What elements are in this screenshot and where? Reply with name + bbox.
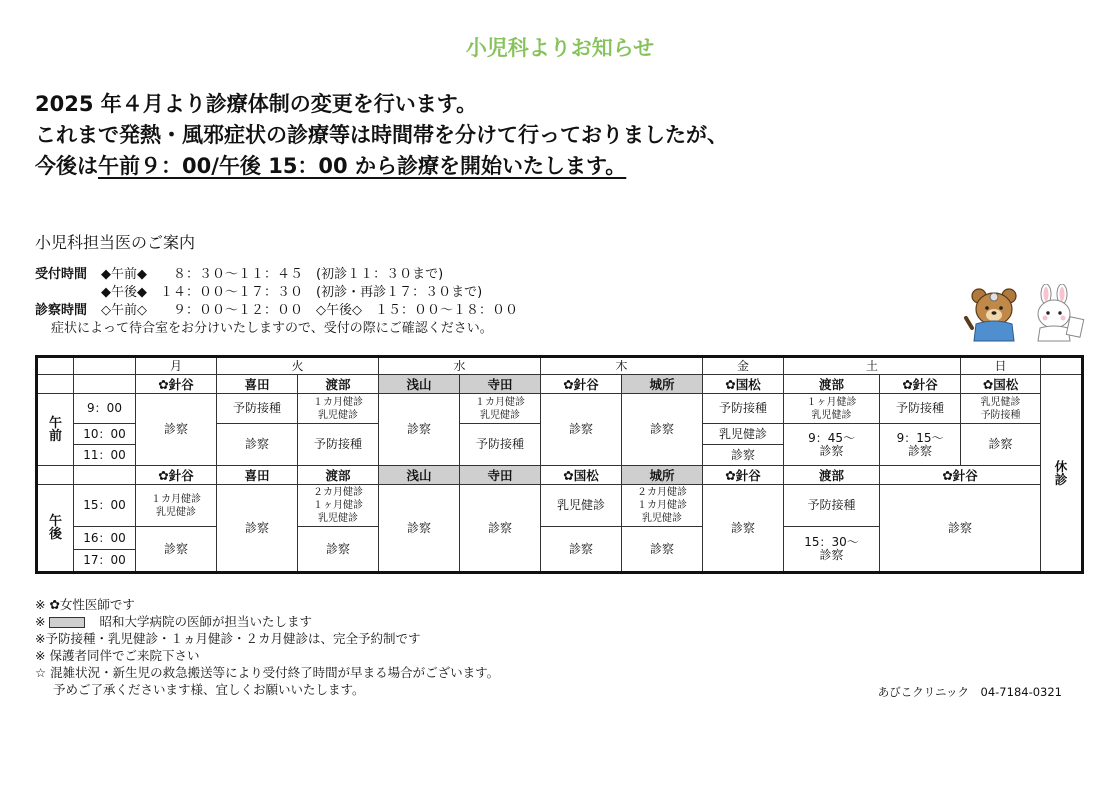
schedule-cell: 診察 [703, 485, 784, 573]
schedule-cell: 乳児健診 [541, 485, 622, 527]
consult-hours: ◇午前◇ ９：００～１２：００ ◇午後◇ １５：００～１８：００ [101, 303, 518, 318]
hours-block [35, 266, 518, 338]
day-sun: 日 [961, 357, 1041, 375]
day-fri: 金 [703, 357, 784, 375]
schedule-cell: 診察 [379, 394, 460, 466]
doctor-cell: ✿針谷 [136, 375, 217, 394]
doctor-cell: ✿国松 [703, 375, 784, 394]
footnote-3: ※予防接種・乳児健診・１ヵ月健診・２カ月健診は、完全予約制です [35, 631, 421, 646]
am-doctor-row [37, 375, 1083, 394]
time-cell: 16：00 [74, 527, 136, 550]
footnotes [35, 596, 499, 698]
gray-legend-swatch [49, 617, 85, 628]
footnote-2: ※ 昭和大学病院の医師が担当いたします [35, 614, 312, 629]
bear-doctor-icon [962, 284, 1026, 342]
announcement-highlight: 午前９：00/午後 15：00 から診療を開始いたします。 [98, 154, 627, 178]
time-cell: 9：00 [74, 394, 136, 424]
doctor-cell: 喜田 [217, 466, 298, 485]
schedule-cell: 9：45～ 診察 [784, 424, 880, 466]
doctor-cell: 渡部 [298, 375, 379, 394]
footnote-6: 予めご了承くださいます様、宜しくお願いいたします。 [53, 682, 365, 697]
announcement-line-2: これまで発熱・風邪症状の診療等は時間帯を分けて行っておりましたが、 [35, 123, 728, 147]
doctor-cell: 喜田 [217, 375, 298, 394]
schedule-cell: 診察 [136, 527, 217, 573]
schedule-cell: 診察 [298, 527, 379, 573]
rabbit-nurse-icon [1026, 284, 1086, 342]
day-tue: 火 [217, 357, 379, 375]
announcement-prefix: 今後は [35, 154, 98, 178]
schedule-cell: 9：15～ 診察 [880, 424, 961, 466]
schedule-cell: 診察 [379, 485, 460, 573]
day-thu: 木 [541, 357, 703, 375]
announcement-line-1: 2025 年４月より診療体制の変更を行います。 [35, 92, 478, 116]
reception-label: 受付時間 [35, 267, 88, 282]
doctor-cell: ✿針谷 [880, 466, 1041, 485]
schedule-cell: 15：30～ 診察 [784, 527, 880, 573]
schedule-cell: 診察 [541, 394, 622, 466]
doctor-cell: 城所 [622, 375, 703, 394]
schedule-cell: 予防接種 [784, 485, 880, 527]
am-row-9 [37, 394, 1083, 424]
doctor-cell: 浅山 [379, 375, 460, 394]
schedule-cell: 診察 [703, 445, 784, 466]
schedule-cell: 診察 [622, 394, 703, 466]
doctor-cell: 城所 [622, 466, 703, 485]
announcement [35, 89, 728, 182]
doctor-cell: ✿針谷 [880, 375, 961, 394]
time-cell: 11：00 [74, 445, 136, 466]
footnote-4: ※ 保護者同伴でご来院下さい [35, 648, 200, 663]
schedule-cell: １カ月健診 乳児健診 [298, 394, 379, 424]
section-title: 小児科担当医のご案内 [35, 233, 196, 252]
schedule-cell: 診察 [217, 424, 298, 466]
schedule-cell: 予防接種 [880, 394, 961, 424]
doctor-cell: ✿針谷 [703, 466, 784, 485]
page-title: 小児科よりお知らせ [465, 36, 655, 60]
schedule-cell: 診察 [961, 424, 1041, 466]
schedule-cell: 診察 [460, 485, 541, 573]
doctor-cell: 寺田 [460, 466, 541, 485]
pm-label: 午 後 [37, 485, 74, 573]
doctor-cell: ✿国松 [961, 375, 1041, 394]
time-cell: 15：00 [74, 485, 136, 527]
day-wed: 水 [379, 357, 541, 375]
schedule-cell: 診察 [880, 485, 1041, 573]
schedule-cell: 予防接種 [217, 394, 298, 424]
schedule-cell: １カ月健診 乳児健診 [460, 394, 541, 424]
doctor-cell: 渡部 [784, 375, 880, 394]
sunday-closed [1041, 375, 1083, 573]
schedule-cell: ２カ月健診 １ヶ月健診 乳児健診 [298, 485, 379, 527]
reception-am: ◆午前◆ ８：３０～１１：４５ (初診１１：３０まで) [101, 267, 444, 282]
doctor-cell: 渡部 [298, 466, 379, 485]
time-cell: 17：00 [74, 550, 136, 573]
schedule-cell: ２カ月健診 １カ月健診 乳児健診 [622, 485, 703, 527]
schedule-cell: １ヶ月健診 乳児健診 [784, 394, 880, 424]
schedule-cell: 予防接種 [460, 424, 541, 466]
doctor-cell: ✿国松 [541, 466, 622, 485]
am-label: 午 前 [37, 394, 74, 466]
footnote-1: ※ ✿女性医師です [35, 597, 135, 612]
consult-label: 診察時間 [35, 303, 88, 318]
schedule-cell: 診察 [622, 527, 703, 573]
sunday-closed-b: 診 [1054, 472, 1068, 487]
schedule-cell: 診察 [541, 527, 622, 573]
weekday-header-row [37, 357, 1083, 375]
schedule-table [35, 355, 1084, 574]
announcement-line-3 [35, 151, 728, 182]
time-cell: 10：00 [74, 424, 136, 445]
schedule-cell: 診察 [217, 485, 298, 573]
schedule-cell: 予防接種 [298, 424, 379, 466]
waiting-room-note: 症状によって待合室をお分けいたしますので、受付の際にご確認ください。 [51, 321, 493, 336]
schedule-cell: 乳児健診 予防接種 [961, 394, 1041, 424]
day-sat: 土 [784, 357, 961, 375]
day-mon: 月 [136, 357, 217, 375]
doctor-cell: 浅山 [379, 466, 460, 485]
doctor-cell: 寺田 [460, 375, 541, 394]
footnote-5: ☆ 混雑状況・新生児の救急搬送等により受付終了時間が早まる場合がございます。 [35, 665, 500, 680]
schedule-cell: 予防接種 [703, 394, 784, 424]
pm-doctor-row [37, 466, 1083, 485]
doctor-cell: 渡部 [784, 466, 880, 485]
clinic-contact: あびこクリニック 04-7184-0321 [877, 685, 1062, 699]
sunday-closed-a: 休 [1054, 459, 1068, 474]
reception-pm: ◆午後◆ １４：００～１７：３０ (初診・再診１７：３０まで) [101, 285, 483, 300]
schedule-cell: 乳児健診 [703, 424, 784, 445]
schedule-cell: 診察 [136, 394, 217, 466]
doctor-cell: ✿針谷 [136, 466, 217, 485]
doctor-cell: ✿針谷 [541, 375, 622, 394]
schedule-cell: １カ月健診 乳児健診 [136, 485, 217, 527]
pm-row-15 [37, 485, 1083, 527]
